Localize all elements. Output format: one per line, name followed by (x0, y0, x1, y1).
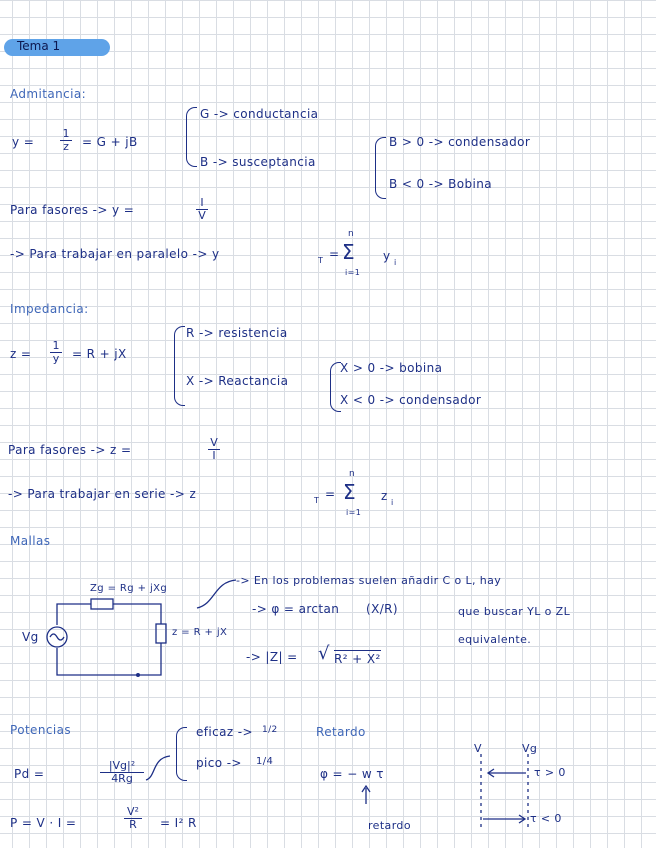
retardo-v-label: V (474, 742, 482, 755)
impedancia-sum-top: n (349, 469, 356, 479)
impedancia-x-negative: X < 0 -> condensador (340, 393, 482, 407)
admitancia-formula-lhs: y = (12, 135, 35, 149)
pd-den: 4Rg (111, 772, 133, 785)
admitancia-fasores-num: I (200, 196, 204, 209)
impedancia-formula-rhs: = R + jX (72, 347, 127, 361)
admitancia-sum-term-sub: i (394, 258, 397, 267)
circuit-wire-right-top (113, 604, 161, 624)
impedancia-formula-lhs: z = (10, 347, 32, 361)
load-label: z = R + jX (172, 627, 228, 638)
impedancia-serie-eq: = (325, 487, 336, 501)
impedancia-fasores-den: I (212, 449, 216, 462)
retardo-tau-pos: τ > 0 (534, 766, 566, 779)
sqrt-icon: √ (318, 643, 330, 664)
impedancia-sum-bot: i=1 (346, 508, 362, 517)
pd-eficaz: eficaz -> (196, 725, 253, 739)
admitancia-heading: Admitancia: (10, 87, 87, 101)
retardo-heading: Retardo (316, 725, 366, 739)
pd-connector-curve (146, 756, 170, 780)
impedancia-fraction-den: y (52, 352, 60, 365)
p-num: V² (127, 805, 139, 818)
mallas-phi-line: -> φ = arctan (252, 602, 340, 616)
impedancia-fasores: Para fasores -> z = (8, 443, 132, 457)
pd-pico: pico -> (196, 756, 242, 770)
impedancia-fasores-num: V (210, 436, 218, 449)
sigma-icon: Σ (342, 240, 356, 264)
mallas-mod-arg: R² + X² (334, 652, 381, 666)
mallas-heading: Mallas (10, 534, 51, 548)
pd-pico-frac: 1/4 (256, 756, 274, 767)
admitancia-paralelo: -> Para trabajar en paralelo -> y (10, 247, 220, 261)
admitancia-g-item: G -> conductancia (200, 107, 319, 121)
load-resistor (156, 624, 166, 643)
p-den: R (129, 818, 137, 831)
circuit-node (136, 673, 140, 677)
impedancia-x-positive: X > 0 -> bobina (340, 361, 443, 375)
impedancia-sum-term: z (381, 489, 388, 503)
admitancia-sum-top: n (348, 229, 355, 239)
admitancia-fasores-den: V (198, 209, 206, 222)
admitancia-sum-bot: i=1 (345, 268, 361, 277)
mallas-note-line2: que buscar YL o ZL (458, 605, 571, 618)
admitancia-fraction-num: 1 (62, 127, 70, 140)
impedancia-fraction-num: 1 (52, 339, 60, 352)
pd-lhs: Pd = (14, 767, 45, 781)
admitancia-fraction-den: z (63, 140, 69, 153)
impedancia-heading: Impedancia: (10, 302, 89, 316)
mallas-phi-arg: (X/R) (366, 602, 398, 616)
zg-label: Zg = Rg + jXg (90, 583, 168, 594)
retardo-label: retardo (368, 819, 411, 832)
pd-brace (176, 727, 187, 781)
section-tag-label: Tema 1 (17, 39, 61, 53)
connector-curve (197, 580, 236, 608)
admitancia-b-negative: B < 0 -> Bobina (389, 177, 493, 191)
pd-fraction (100, 760, 144, 785)
sine-icon (50, 634, 64, 640)
zg-resistor (91, 599, 113, 609)
retardo-tau-neg: τ < 0 (530, 812, 562, 825)
admitancia-paralelo-eq: = (329, 247, 340, 261)
impedancia-serie-sub: T (314, 496, 320, 505)
impedancia-sum-term-sub: i (391, 498, 394, 507)
circuit-wire-bottom (57, 643, 161, 675)
impedancia-serie: -> Para trabajar en serie -> z (8, 487, 197, 501)
admitancia-b-item: B -> susceptancia (200, 155, 316, 169)
admitancia-formula-rhs: = G + jB (82, 135, 138, 149)
mallas-note-line1: -> En los problemas suelen añadir C o L, hay (236, 574, 502, 587)
pd-eficaz-frac: 1/2 (262, 725, 278, 735)
admitancia-b-positive: B > 0 -> condensador (389, 135, 531, 149)
retardo-vg-label: Vg (522, 742, 538, 755)
mallas-mod-line: -> |Z| = (246, 650, 298, 664)
mallas-note-line3: equivalente. (458, 633, 532, 646)
admitancia-sum-term: y (383, 249, 391, 263)
admitancia-fasores: Para fasores -> y = (10, 203, 135, 217)
pd-num: |Vg|² (108, 759, 136, 772)
sigma-icon: Σ (343, 480, 357, 504)
impedancia-r-item: R -> resistencia (186, 326, 288, 340)
impedancia-x-item: X -> Reactancia (186, 374, 289, 388)
p-fraction (124, 806, 142, 831)
potencias-heading: Potencias (10, 723, 71, 737)
p-rhs: = I² R (160, 816, 197, 830)
source-label: Vg (22, 630, 39, 644)
retardo-phi-eq: φ = − w τ (320, 767, 384, 781)
admitancia-paralelo-sub: T (318, 256, 324, 265)
circuit-wire-left-top (57, 604, 91, 625)
p-line: P = V · I = (10, 816, 77, 830)
